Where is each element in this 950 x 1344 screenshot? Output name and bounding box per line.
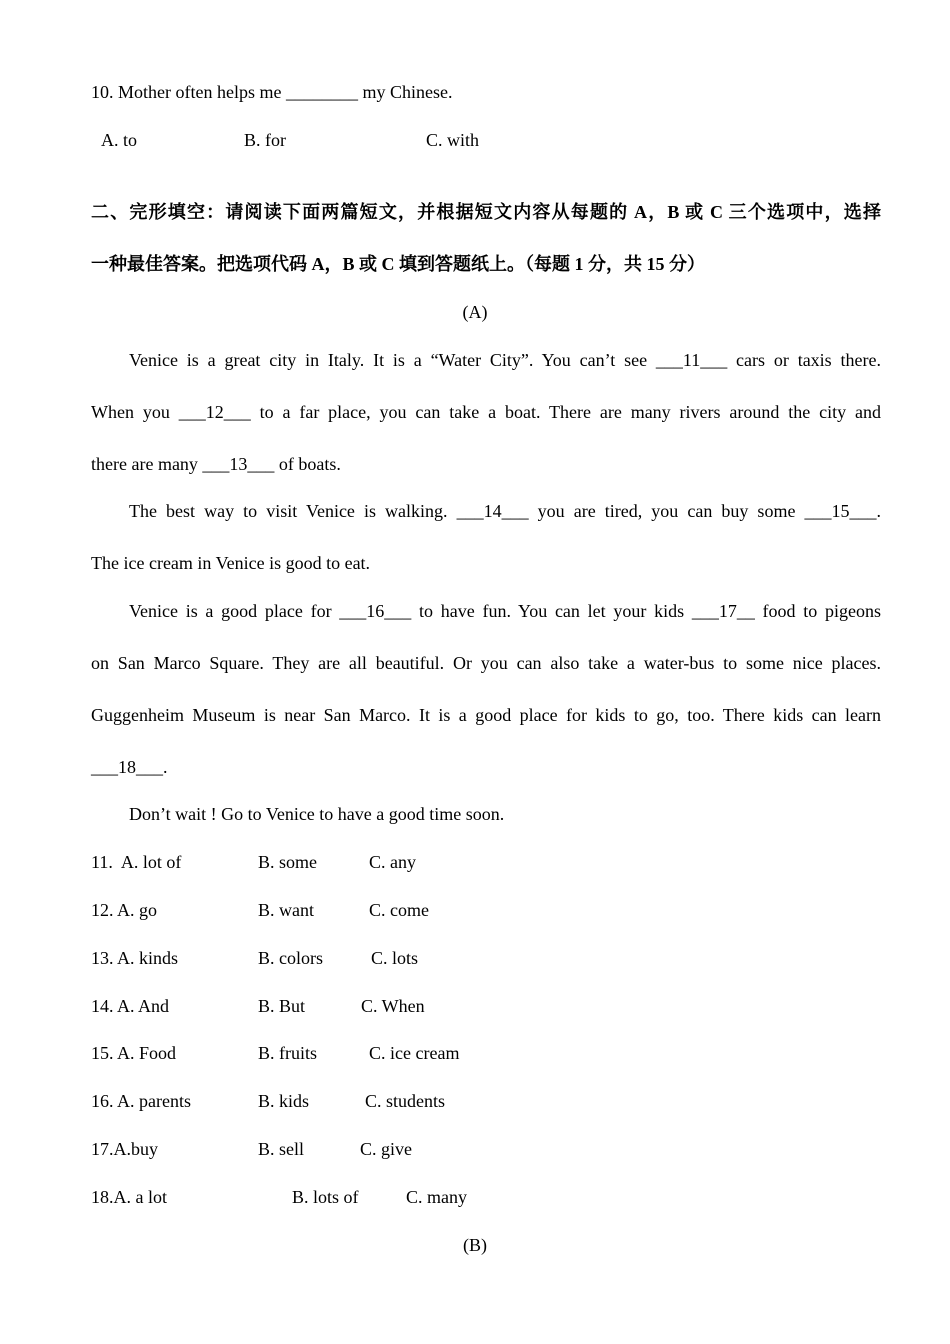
question-17-c: C. give — [360, 1139, 412, 1159]
question-15-c: C. ice cream — [369, 1043, 460, 1063]
question-14-a: 14. A. And — [91, 996, 170, 1016]
question-16-b: B. kids — [258, 1091, 310, 1111]
question-16-a: 16. A. parents — [91, 1091, 191, 1111]
passage-a-line-10: Don’t wait ! Go to Venice to have a good time soon. — [129, 804, 505, 824]
question-14-c: C. When — [361, 996, 425, 1016]
question-10-option-a: A. to — [101, 130, 137, 150]
question-14-b: B. But — [258, 996, 306, 1016]
question-13-c: C. lots — [371, 948, 419, 968]
question-12-b: B. want — [258, 900, 314, 920]
passage-a-line-4: The best way to visit Venice is walking. ___14___ you are tired, you can buy some ___15___. — [129, 501, 881, 521]
question-12-c: C. come — [369, 900, 429, 920]
question-15-a: 15. A. Food — [91, 1043, 177, 1063]
question-18-c: C. many — [406, 1187, 467, 1207]
question-11-b: B. some — [258, 852, 318, 872]
passage-a-line-8: Guggenheim Museum is near San Marco. It is a good place for kids to go, too. There kids can learn — [91, 705, 881, 725]
passage-b-label: (B) — [463, 1235, 487, 1255]
passage-a-line-2: When you ___12___ to a far place, you can take a boat. There are many rivers around the city and — [91, 402, 881, 422]
section-2-instruction-line-1: 二、完形填空：请阅读下面两篇短文，并根据短文内容从每题的 A，B 或 C 三个选项中，选择 — [91, 202, 881, 222]
passage-a-line-6: Venice is a good place for ___16___ to have fun. You can let your kids ___17__ food to pigeons — [129, 601, 881, 621]
question-18-a: 18.A. a lot — [91, 1187, 167, 1207]
question-16-c: C. students — [365, 1091, 446, 1111]
passage-a-line-7: on San Marco Square. They are all beautiful. Or you can also take a water-bus to some nice places. — [91, 653, 881, 673]
question-12-a: 12. A. go — [91, 900, 158, 920]
question-13-b: B. colors — [258, 948, 323, 968]
passage-a-line-9: ___18___. — [91, 757, 168, 777]
section-2-instruction-line-2: 一种最佳答案。把选项代码 A，B 或 C 填到答题纸上。（每题 1 分，共 15 分） — [91, 254, 706, 274]
question-10-stem: 10. Mother often helps me ________ my Chinese. — [91, 82, 453, 102]
question-18-b: B. lots of — [292, 1187, 359, 1207]
question-10-option-c: C. with — [426, 130, 480, 150]
question-11-c: C. any — [369, 852, 416, 872]
question-13-a: 13. A. kinds — [91, 948, 179, 968]
question-17-a: 17.A.buy — [91, 1139, 158, 1159]
passage-a-line-5: The ice cream in Venice is good to eat. — [91, 553, 371, 573]
question-17-b: B. sell — [258, 1139, 305, 1159]
passage-a-label: (A) — [462, 302, 488, 322]
question-11-a: 11. A. lot of — [91, 852, 182, 872]
question-10-option-b: B. for — [244, 130, 286, 150]
question-15-b: B. fruits — [258, 1043, 318, 1063]
passage-a-line-3: there are many ___13___ of boats. — [91, 454, 341, 474]
passage-a-line-1: Venice is a great city in Italy. It is a “Water City”. You can’t see ___11___ cars or taxis there. — [129, 350, 881, 370]
